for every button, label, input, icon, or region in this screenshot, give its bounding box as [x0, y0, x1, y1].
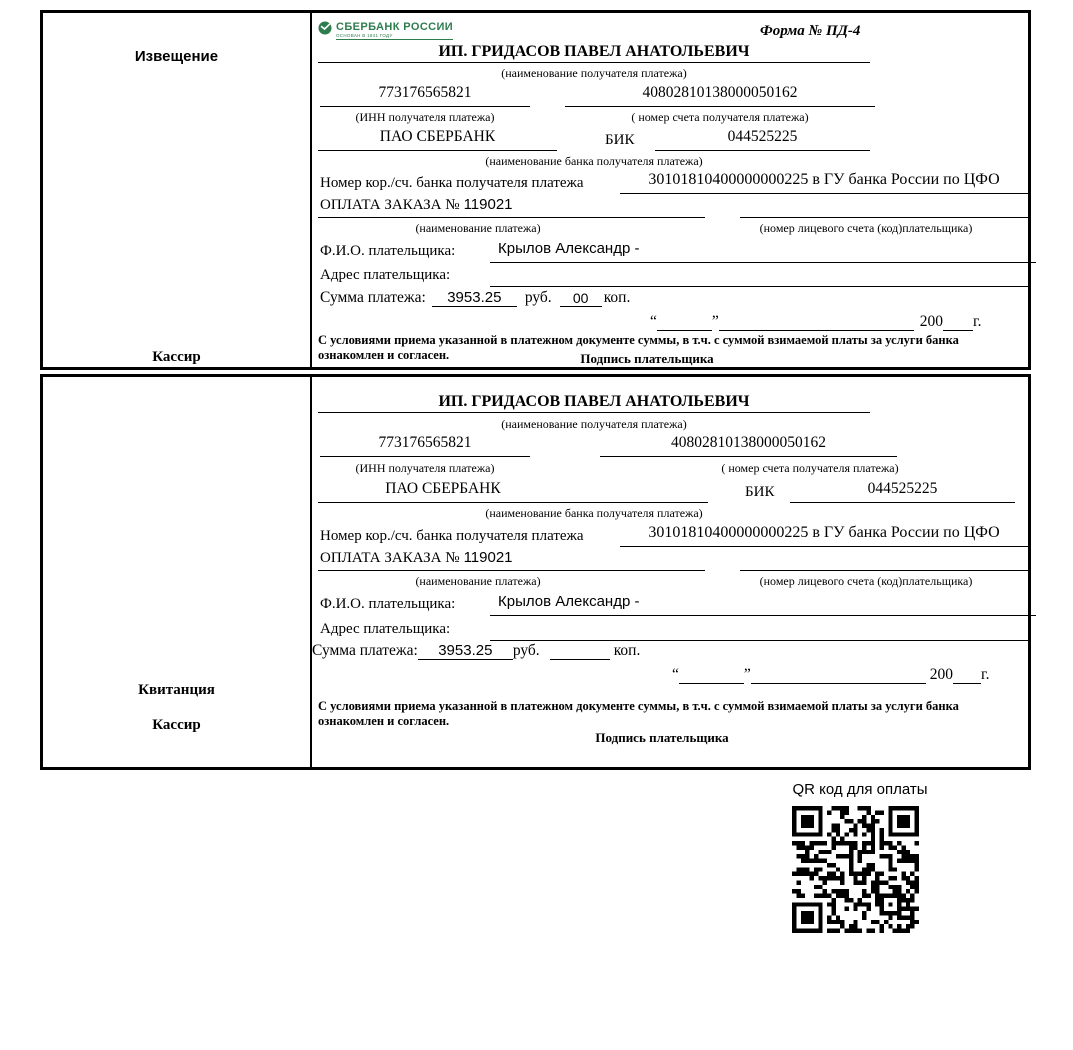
- payer-name-field: Крылов Александр -: [490, 240, 1036, 263]
- date-row: [672, 665, 990, 684]
- amount-row: [320, 289, 630, 307]
- payer-name-label: Ф.И.О. плательщика:: [320, 596, 456, 612]
- amount-row: [312, 642, 640, 660]
- terms-text: С условиями приема указанной в платежном документе суммы, в т.ч. с суммой взимаемой платы за услуги банка ознакомлен и согласен.: [318, 699, 959, 729]
- kop-label: коп.: [603, 289, 631, 306]
- personal-account-hint: (номер лицевого счета (код)плательщика): [759, 221, 973, 235]
- form-number: Форма № ПД-4: [760, 23, 861, 39]
- order-number: 119021: [463, 196, 513, 213]
- terms-text: С условиями приема указанной в платежном документе суммы, в т.ч. с суммой взимаемой платы за услуги банка ознакомлен и согласен.: [318, 333, 959, 363]
- bank-logo: [318, 21, 453, 40]
- kop-label: коп.: [613, 642, 641, 659]
- quote-open: “: [650, 313, 657, 330]
- amount-label: Сумма платежа:: [312, 642, 418, 659]
- payer-address-label: Адрес плательщика:: [320, 621, 451, 637]
- cashier-label: Кассир: [152, 717, 201, 733]
- payer-name-label: Ф.И.О. плательщика:: [320, 243, 456, 259]
- bik-field: 044525225: [790, 480, 1015, 503]
- rub-label: руб.: [512, 642, 540, 659]
- corr-account-field: 30101810400000000225 в ГУ банка России по ЦФО: [620, 524, 1028, 547]
- amount-label: Сумма платежа:: [320, 289, 426, 306]
- account-hint: ( номер счета получателя платежа): [721, 461, 899, 475]
- corr-account-label: Номер кор./сч. банка получателя платежа: [320, 528, 584, 544]
- bank-name-hint: (наименование банка получателя платежа): [485, 154, 703, 168]
- recipient-name: ИП. ГРИДАСОВ ПАВЕЛ АНАТОЛЬЕВИЧ: [438, 393, 750, 410]
- bik-label: БИК: [745, 484, 775, 500]
- amount-rub-field: 3953.25: [418, 642, 513, 660]
- date-year-field: [943, 312, 973, 331]
- year-prefix: 200: [929, 666, 954, 683]
- receipt-section: [40, 374, 1031, 770]
- bank-name-hint: (наименование банка получателя платежа): [485, 506, 703, 520]
- sberbank-logo-icon: [318, 21, 332, 40]
- purpose-hint: (наименование платежа): [415, 574, 541, 588]
- recipient-hint: (наименование получателя платежа): [501, 66, 687, 80]
- inn-field: 773176565821: [320, 84, 530, 107]
- payer-address-field: [490, 264, 1028, 287]
- date-day-field: [657, 312, 712, 331]
- corr-account-label: Номер кор./сч. банка получателя платежа: [320, 175, 584, 191]
- purpose-text: ОПЛАТА ЗАКАЗА №: [320, 550, 460, 566]
- receipt-left-column: [43, 377, 312, 767]
- payment-purpose-field: [318, 196, 705, 218]
- bank-logo-tagline: ОСНОВАН В 1841 ГОДУ: [336, 33, 393, 38]
- receipt-heading: Квитанция: [138, 682, 215, 698]
- notice-right-column: [312, 13, 1028, 367]
- account-field: 40802810138000050162: [600, 434, 897, 457]
- date-row: [650, 312, 982, 331]
- recipient-hint: (наименование получателя платежа): [501, 417, 687, 431]
- year-suffix: г.: [981, 666, 990, 683]
- receipt-right-column: [312, 377, 1028, 767]
- notice-section: [40, 10, 1031, 370]
- corr-account-field: 30101810400000000225 в ГУ банка России по ЦФО: [620, 171, 1028, 194]
- signature-label: Подпись плательщика: [580, 351, 714, 366]
- bik-field: 044525225: [655, 128, 870, 151]
- inn-hint: (ИНН получателя платежа): [355, 110, 495, 124]
- recipient-name: ИП. ГРИДАСОВ ПАВЕЛ АНАТОЛЬЕВИЧ: [438, 43, 750, 60]
- year-suffix: г.: [973, 313, 982, 330]
- payer-name-field: Крылов Александр -: [490, 593, 1036, 616]
- bank-name-value: ПАО СБЕРБАНК: [385, 480, 501, 497]
- cashier-label: Кассир: [152, 349, 201, 365]
- recipient-underline: [318, 62, 870, 63]
- inn-hint: (ИНН получателя платежа): [355, 461, 495, 475]
- payer-address-field: [490, 618, 1028, 641]
- payment-purpose-field: [318, 549, 705, 571]
- year-prefix: 200: [919, 313, 944, 330]
- payer-address-label: Адрес плательщика:: [320, 267, 451, 283]
- account-field: 40802810138000050162: [565, 84, 875, 107]
- recipient-underline: [318, 412, 870, 413]
- quote-close: ”: [743, 666, 751, 683]
- notice-heading: Извещение: [134, 48, 219, 65]
- bank-name-field: [318, 480, 708, 503]
- notice-left-column: [43, 13, 312, 367]
- personal-account-underline: [740, 570, 1028, 571]
- date-year-field: [953, 665, 981, 684]
- bank-logo-name: СБЕРБАНК РОССИИ: [336, 21, 454, 33]
- bik-label: БИК: [605, 132, 635, 148]
- personal-account-hint: (номер лицевого счета (код)плательщика): [759, 574, 973, 588]
- inn-field: 773176565821: [320, 434, 530, 457]
- date-month-field: [751, 665, 926, 684]
- amount-kop-field: 00: [560, 290, 602, 307]
- purpose-text: ОПЛАТА ЗАКАЗА №: [320, 197, 460, 213]
- purpose-hint: (наименование платежа): [415, 221, 541, 235]
- order-number: 119021: [463, 549, 513, 566]
- date-month-field: [719, 312, 914, 331]
- signature-label: Подпись плательщика: [595, 730, 729, 745]
- quote-open: “: [672, 666, 679, 683]
- qr-caption: QR код для оплаты: [792, 781, 928, 798]
- bank-name-field: ПАО СБЕРБАНК: [318, 128, 557, 151]
- personal-account-underline: [740, 217, 1028, 218]
- qr-code: [792, 806, 919, 933]
- quote-close: ”: [711, 313, 719, 330]
- rub-label: руб.: [524, 289, 552, 306]
- amount-rub-field: 3953.25: [432, 289, 517, 307]
- account-hint: ( номер счета получателя платежа): [631, 110, 809, 124]
- date-day-field: [679, 665, 744, 684]
- amount-kop-field: [550, 659, 610, 660]
